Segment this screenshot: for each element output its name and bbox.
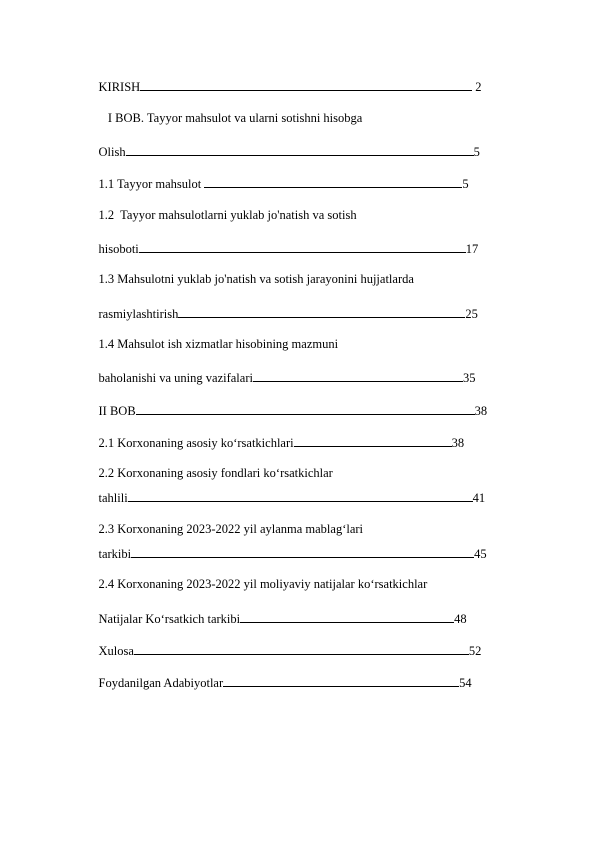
toc-entry-text: 2.1 Korxonaning asosiy ko‘rsatkichlari (98, 436, 294, 450)
toc-entry-text: II BOB (98, 404, 136, 418)
toc-leader (294, 434, 452, 447)
toc-leader (140, 78, 472, 91)
toc-page-number: 5 (473, 145, 480, 159)
toc-entry-text: 2.2 Korxonaning asosiy fondlari ko‘rsatkichlar (98, 466, 333, 480)
toc-page-number: 41 (472, 491, 486, 505)
toc-page-number: 45 (474, 547, 487, 561)
toc-page-number: 38 (474, 404, 488, 418)
toc-entry-text: KIRISH (98, 80, 141, 94)
toc-page-number: 5 (462, 177, 469, 191)
toc-entry-text: Natijalar Ko‘rsatkich tarkibi (98, 612, 241, 626)
toc-leader (134, 642, 469, 655)
toc-entry-text: 2.4 Korxonaning 2023-2022 yil moliyaviy natijalar ko‘rsatkichlar (98, 577, 428, 591)
toc-entry-text: 1.4 Mahsulot ish xizmatlar hisobining mazmuni (98, 337, 339, 351)
toc-leader (139, 240, 466, 253)
toc-entry-text: Olish (98, 145, 126, 159)
toc-leader (178, 305, 465, 318)
toc-leader (128, 489, 473, 502)
toc-entry-bibliography (86, 659, 472, 706)
toc-leader (204, 175, 462, 188)
toc-page-number: 25 (465, 307, 478, 321)
toc-entry-text: tarkibi (98, 547, 132, 561)
toc-page-number: 38 (451, 436, 465, 450)
toc-page-number: 17 (465, 242, 479, 256)
toc-entry-text: rasmiylashtirish (98, 307, 179, 321)
toc-entry-text: Xulosa (98, 644, 134, 658)
toc-entry-text: Foydanilgan Adabiyotlar (98, 676, 224, 690)
toc-entry-text: I BOB. Tayyor mahsulot va ularni sotishni hisobga (98, 111, 363, 125)
toc-entry-text: tahlili (98, 491, 128, 505)
toc-entry-text: 1.2 Tayyor mahsulotlarni yuklab jo'natish va sotish (98, 208, 357, 222)
toc-leader (223, 674, 459, 687)
toc-entry-text: baholanishi va uning vazifalari (98, 371, 253, 385)
toc-page-number: 48 (454, 612, 467, 626)
toc-leader (131, 545, 474, 558)
toc-entry-text: 1.3 Mahsulotni yuklab jo'natish va sotish jarayonini hujjatlarda (98, 272, 414, 286)
toc-page-number: 35 (462, 371, 476, 385)
toc-leader (253, 369, 463, 382)
toc-leader (240, 610, 454, 623)
toc-entry-text: 1.1 Tayyor mahsulot (98, 177, 205, 191)
toc-page-number: 52 (468, 644, 482, 658)
toc-page-number: 54 (459, 676, 472, 690)
toc-page-number: 2 (475, 80, 482, 94)
toc-entry-text: 2.3 Korxonaning 2023-2022 yil aylanma mablag‘lari (98, 522, 364, 536)
toc-entry-text: hisoboti (98, 242, 139, 256)
toc-leader (126, 143, 474, 156)
toc-leader (136, 402, 475, 415)
